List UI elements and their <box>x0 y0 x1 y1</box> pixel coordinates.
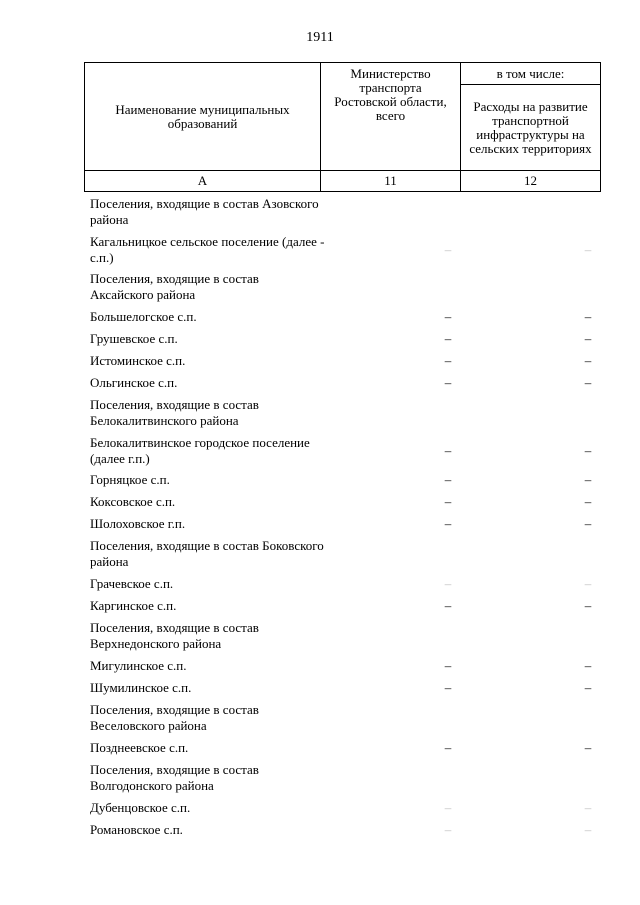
row-name: Каргинское с.п. <box>90 598 177 613</box>
row-value-12: – <box>584 516 592 531</box>
row-name: Поселения, входящие в состав Боковского района <box>90 538 324 569</box>
header-divider-index <box>85 170 600 171</box>
row-name: Коксовское с.п. <box>90 494 176 509</box>
row-value-12: – <box>584 494 592 509</box>
row-name: Большелогское с.п. <box>90 309 197 324</box>
header-col-11: Министерство транспорта Ростовской области, всего <box>321 63 461 171</box>
row-name: Позднеевское с.п. <box>90 740 189 755</box>
row-value-12: – <box>584 598 592 613</box>
row-value-12: – <box>584 472 592 487</box>
row-value-11: – <box>444 516 452 531</box>
header-col-12: Расходы на развитие транспортной инфраструктуры на сельских территориях <box>469 99 592 156</box>
row-value-12: – <box>584 242 592 257</box>
table-header <box>84 62 601 192</box>
row-value-11: – <box>444 598 452 613</box>
row-name: Горняцкое с.п. <box>90 472 170 487</box>
row-name: Грушевское с.п. <box>90 331 178 346</box>
row-value-11: – <box>444 576 452 591</box>
row-name: Поселения, входящие в состав Белокалитвинского района <box>90 397 259 428</box>
row-value-12: – <box>584 576 592 591</box>
header-col-name: Наименование муниципальных образований <box>85 63 321 171</box>
header-index-a: А <box>85 171 321 191</box>
row-value-11: – <box>444 443 452 458</box>
row-value-12: – <box>584 309 592 324</box>
row-name: Кагальницкое сельское поселение (далее - с.п.) <box>90 234 325 265</box>
row-value-12: – <box>584 443 592 458</box>
row-name: Поселения, входящие в состав Веселовского района <box>90 702 259 733</box>
row-name: Поселения, входящие в состав Азовского района <box>90 196 319 227</box>
row-value-12: – <box>584 740 592 755</box>
row-value-11: – <box>444 822 452 837</box>
row-name: Романовское с.п. <box>90 822 183 837</box>
header-index-11: 11 <box>321 171 461 191</box>
row-name: Поселения, входящие в состав Аксайского района <box>90 271 259 302</box>
row-value-12: – <box>584 353 592 368</box>
row-name: Дубенцовское с.п. <box>90 800 191 815</box>
row-name: Поселения, входящие в состав Верхнедонского района <box>90 620 259 651</box>
page-number: 1911 <box>306 30 334 45</box>
row-name: Поселения, входящие в состав Волгодонского района <box>90 762 259 793</box>
row-value-11: – <box>444 375 452 390</box>
row-value-11: – <box>444 309 452 324</box>
row-value-12: – <box>584 822 592 837</box>
row-value-11: – <box>444 658 452 673</box>
row-value-12: – <box>584 658 592 673</box>
header-col-included: в том числе: <box>496 66 565 81</box>
row-name: Мигулинское с.п. <box>90 658 187 673</box>
row-value-12: – <box>584 680 592 695</box>
row-value-12: – <box>584 331 592 346</box>
row-value-12: – <box>584 800 592 815</box>
row-value-11: – <box>444 680 452 695</box>
row-name: Истоминское с.п. <box>90 353 186 368</box>
row-value-11: – <box>444 740 452 755</box>
row-name: Белокалитвинское городское поселение (далее г.п.) <box>90 435 310 466</box>
row-value-12: – <box>584 375 592 390</box>
row-name: Шумилинское с.п. <box>90 680 192 695</box>
row-value-11: – <box>444 353 452 368</box>
header-divider-included <box>461 84 600 85</box>
row-value-11: – <box>444 242 452 257</box>
row-value-11: – <box>444 331 452 346</box>
row-value-11: – <box>444 472 452 487</box>
row-name: Ольгинское с.п. <box>90 375 178 390</box>
row-name: Шолоховское г.п. <box>90 516 186 531</box>
row-name: Грачевское с.п. <box>90 576 174 591</box>
row-value-11: – <box>444 494 452 509</box>
row-value-11: – <box>444 800 452 815</box>
header-index-12: 12 <box>524 173 537 188</box>
